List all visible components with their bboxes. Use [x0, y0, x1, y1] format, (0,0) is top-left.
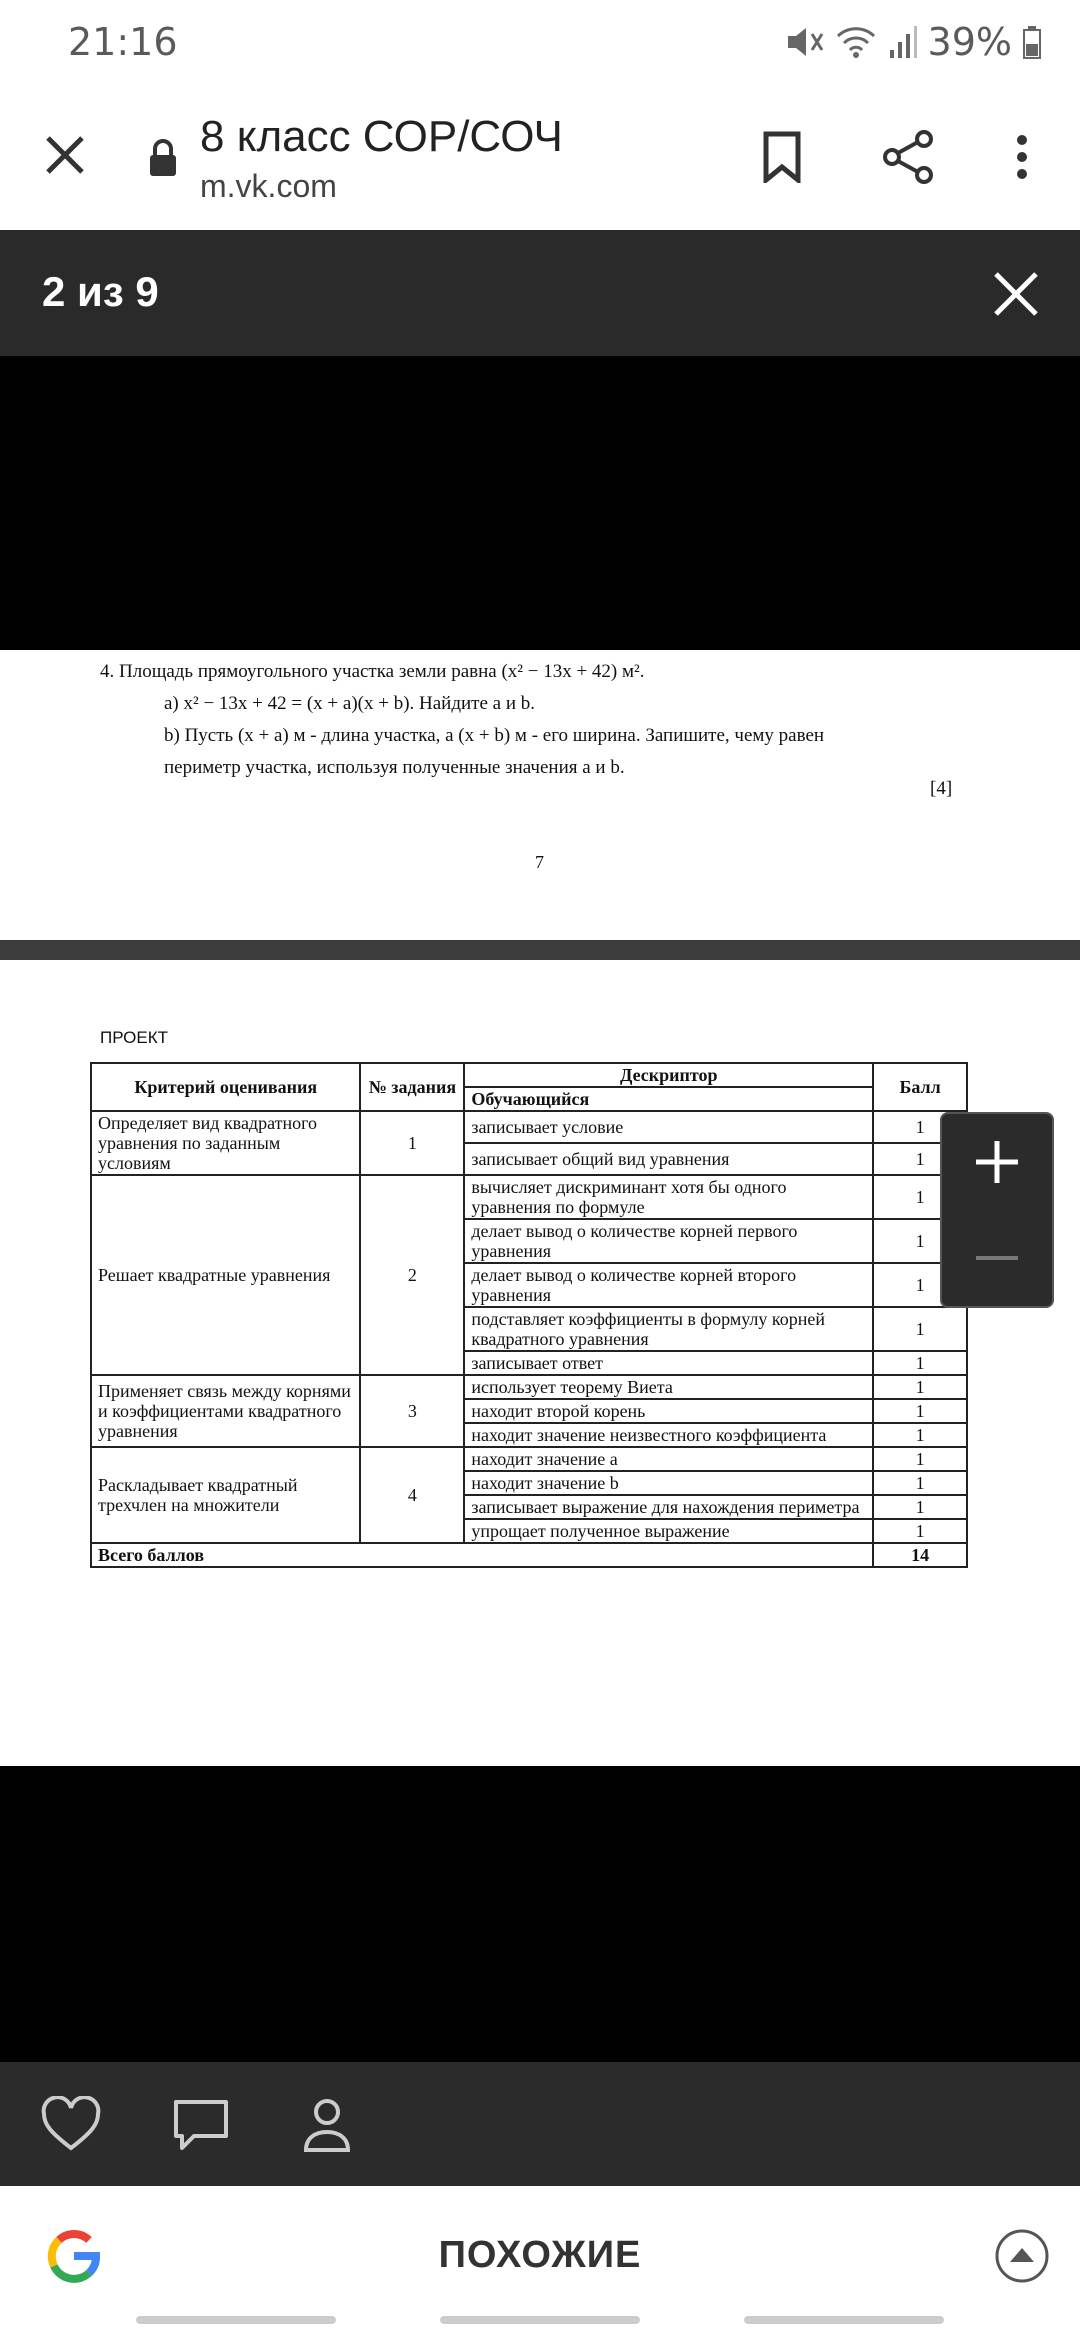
- score-cell: 1: [873, 1143, 967, 1175]
- header-learner: Обучающийся: [464, 1087, 873, 1111]
- more-icon: [1012, 132, 1032, 182]
- table-row: [91, 1175, 967, 1219]
- descriptor-cell: вычисляет дискриминант хотя бы одного уравнения по формуле: [464, 1175, 873, 1219]
- score-cell: 1: [873, 1375, 967, 1399]
- more-button[interactable]: [990, 125, 1054, 189]
- share-icon: [880, 129, 936, 185]
- task-number-cell: 3: [360, 1375, 464, 1447]
- nav-gesture-bar-right: [744, 2316, 944, 2324]
- heart-icon[interactable]: [40, 2096, 102, 2154]
- descriptor-cell: записывает ответ: [464, 1351, 873, 1375]
- task-number-cell: 2: [360, 1175, 464, 1375]
- table-row: [91, 1375, 967, 1399]
- task-4-statement: 4. Площадь прямоугольного участка земли равна (x² − 13x + 42) м².: [100, 661, 645, 682]
- comment-icon[interactable]: [170, 2096, 232, 2154]
- total-row: [91, 1543, 967, 1567]
- zoom-controls: [940, 1112, 1054, 1308]
- descriptor-cell: находит второй корень: [464, 1399, 873, 1423]
- image-viewer-header: [0, 230, 1080, 356]
- table-row: [91, 1111, 967, 1143]
- wifi-icon: [834, 24, 878, 60]
- nav-gesture-bar-left: [136, 2316, 336, 2324]
- document-page-1: [0, 650, 1080, 940]
- profile-icon[interactable]: [296, 2096, 358, 2154]
- task-4-part-b-line1: b) Пусть (x + a) м - длина участка, а (x + b) м - его ширина. Запишите, чему равен: [164, 725, 825, 746]
- criterion-cell: Решает квадратные уравнения: [91, 1175, 360, 1375]
- zoom-out-icon: [972, 1233, 1022, 1283]
- descriptor-cell: записывает выражение для нахождения периметра: [464, 1495, 873, 1519]
- descriptor-cell: использует теорему Виета: [464, 1375, 873, 1399]
- descriptor-cell: делает вывод о количестве корней второго уравнения: [464, 1263, 873, 1307]
- descriptor-cell: делает вывод о количестве корней первого уравнения: [464, 1219, 873, 1263]
- score-cell: 1: [873, 1219, 967, 1263]
- table-row: [91, 1447, 967, 1471]
- zoom-in-icon: [972, 1137, 1022, 1187]
- page-url[interactable]: m.vk.com: [200, 168, 337, 204]
- score-cell: 1: [873, 1111, 967, 1143]
- header-criterion: Критерий оценивания: [91, 1063, 360, 1111]
- bottom-bar: [0, 2186, 1080, 2340]
- header-task-no: № задания: [360, 1063, 464, 1111]
- share-button[interactable]: [876, 125, 940, 189]
- close-viewer-icon[interactable]: [988, 266, 1044, 322]
- lock-icon: [148, 138, 178, 178]
- score-cell: 1: [873, 1399, 967, 1423]
- mute-icon: [784, 24, 824, 60]
- page-number: 7: [535, 852, 544, 872]
- score-cell: 1: [873, 1471, 967, 1495]
- task-4-score: [4]: [930, 778, 953, 799]
- total-value: 14: [873, 1543, 967, 1567]
- score-cell: 1: [873, 1423, 967, 1447]
- criterion-cell: Раскладывает квадратный трехчлен на множители: [91, 1447, 360, 1543]
- status-icons: [784, 20, 1042, 64]
- nav-gesture-bar-center: [440, 2316, 640, 2324]
- descriptor-cell: записывает общий вид уравнения: [464, 1143, 873, 1175]
- task-number-cell: 1: [360, 1111, 464, 1175]
- header-descriptor: Дескриптор: [464, 1063, 873, 1087]
- descriptor-cell: записывает условие: [464, 1111, 873, 1143]
- document-page-2: [0, 960, 1080, 1766]
- total-label: Всего баллов: [91, 1543, 873, 1567]
- similar-button[interactable]: ПОХОЖИЕ: [438, 2234, 642, 2276]
- bookmark-button[interactable]: [750, 125, 814, 189]
- task-4-part-a: a) x² − 13x + 42 = (x + a)(x + b). Найдите a и b.: [164, 693, 536, 714]
- header-score: Балл: [873, 1063, 967, 1111]
- page-title: 8 класс СОР/СОЧ: [200, 112, 563, 161]
- descriptor-cell: подставляет коэффициенты в формулу корней квадратного уравнения: [464, 1307, 873, 1351]
- score-cell: 1: [873, 1175, 967, 1219]
- criterion-cell: Применяет связь между корнями и коэффициентами квадратного уравнения: [91, 1375, 360, 1447]
- zoom-in-button[interactable]: [942, 1114, 1052, 1210]
- descriptor-cell: находит значение b: [464, 1471, 873, 1495]
- score-cell: 1: [873, 1263, 967, 1307]
- post-actions-bar: [0, 2062, 1080, 2186]
- browser-toolbar: [0, 90, 1080, 230]
- score-cell: 1: [873, 1447, 967, 1471]
- status-time: 21:16: [68, 20, 178, 64]
- project-label: ПРОЕКТ: [100, 1028, 169, 1047]
- scroll-up-icon[interactable]: [994, 2228, 1050, 2284]
- score-cell: 1: [873, 1519, 967, 1543]
- descriptor-cell: упрощает полученное выражение: [464, 1519, 873, 1543]
- descriptor-cell: находит значение неизвестного коэффициента: [464, 1423, 873, 1447]
- criteria-table: [90, 1062, 968, 1568]
- signal-icon: [888, 24, 918, 60]
- page-divider: [0, 940, 1080, 960]
- battery-level: 39%: [927, 20, 1012, 64]
- zoom-out-button[interactable]: [942, 1210, 1052, 1306]
- score-cell: 1: [873, 1307, 967, 1351]
- descriptor-cell: находит значение a: [464, 1447, 873, 1471]
- task-number-cell: 4: [360, 1447, 464, 1543]
- close-icon[interactable]: [40, 130, 90, 180]
- status-bar: [0, 0, 1080, 90]
- battery-icon: [1022, 24, 1042, 60]
- score-cell: 1: [873, 1351, 967, 1375]
- bookmark-icon: [762, 131, 802, 183]
- image-counter: 2 из 9: [42, 268, 159, 315]
- score-cell: 1: [873, 1495, 967, 1519]
- task-4-part-b-line2: периметр участка, используя полученные значения a и b.: [164, 757, 625, 778]
- criterion-cell: Определяет вид квадратного уравнения по заданным условиям: [91, 1111, 360, 1175]
